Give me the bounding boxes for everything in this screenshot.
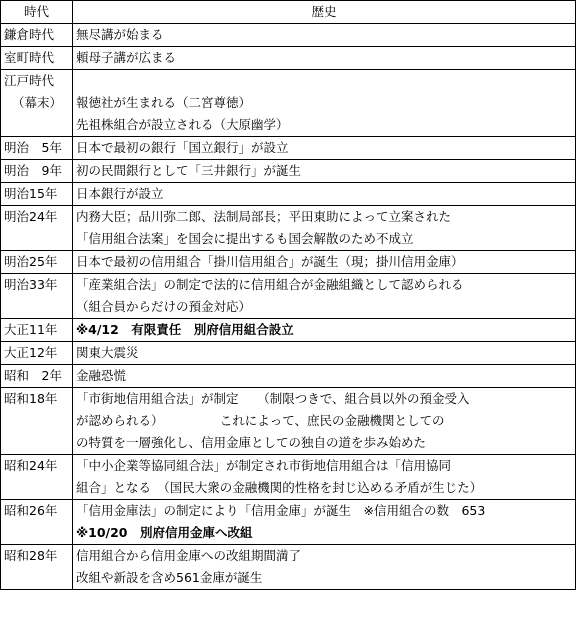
era-cell <box>1 365 73 388</box>
history-text: が認められる） これによって、庶民の金融機関としての <box>76 413 445 428</box>
history-cell <box>73 545 576 590</box>
era-column-header: 時代 <box>1 1 73 24</box>
history-text: 「市街地信用組合法」が制定 （制限つきで、組合員以外の預金受入 <box>76 391 470 406</box>
table-row <box>1 160 576 183</box>
history-text: 信用組合から信用金庫への改組期間満了 <box>76 548 302 563</box>
history-text: の特質を一層強化し、信用金庫としての独自の道を歩み始めた <box>76 435 427 450</box>
era-cell <box>1 183 73 206</box>
history-cell <box>73 47 576 70</box>
era-label: 明治33年 <box>4 277 58 292</box>
era-label: 明治24年 <box>4 209 58 224</box>
history-text: （組合員からだけの預金対応） <box>76 299 252 314</box>
history-cell <box>73 365 576 388</box>
era-cell <box>1 545 73 590</box>
era-cell <box>1 137 73 160</box>
table-row <box>1 47 576 70</box>
table-row <box>1 500 576 545</box>
era-label: 昭和18年 <box>4 391 58 406</box>
era-cell <box>1 274 73 319</box>
history-cell <box>73 160 576 183</box>
history-text: 初の民間銀行として「三井銀行」が誕生 <box>76 163 302 178</box>
history-cell <box>73 70 576 137</box>
history-text: 日本銀行が設立 <box>76 186 164 201</box>
era-label: 昭和26年 <box>4 503 58 518</box>
era-label: 室町時代 <box>4 50 55 65</box>
table-row <box>1 342 576 365</box>
history-text: 金融恐慌 <box>76 368 127 383</box>
history-cell <box>73 137 576 160</box>
history-text: 内務大臣；品川弥二郎、法制局部長；平田東助によって立案された <box>76 209 452 224</box>
era-label: 大正11年 <box>4 322 58 337</box>
history-text: ※4/12 有限責任 別府信用組合設立 <box>76 322 294 337</box>
era-cell <box>1 251 73 274</box>
history-text: 日本で最初の信用組合「掛川信用組合」が誕生（現；掛川信用金庫） <box>76 254 464 269</box>
era-cell <box>1 47 73 70</box>
history-text: 頼母子講が広まる <box>76 50 177 65</box>
era-cell <box>1 160 73 183</box>
era-cell <box>1 388 73 455</box>
era-cell <box>1 70 73 137</box>
era-label: 江戸時代 <box>4 73 55 88</box>
history-cell <box>73 388 576 455</box>
table-row <box>1 251 576 274</box>
history-cell <box>73 500 576 545</box>
history-cell <box>73 24 576 47</box>
history-text <box>76 70 572 92</box>
table-row <box>1 319 576 342</box>
era-label: 明治 5年 <box>4 140 62 155</box>
history-text: 無尽講が始まる <box>76 27 164 42</box>
era-label: 鎌倉時代 <box>4 27 55 42</box>
history-text: 「産業組合法」の制定で法的に信用組合が金融組織として認められる <box>76 277 464 292</box>
history-text: 「信用組合法案」を国会に提出するも国会解散のため不成立 <box>76 231 414 246</box>
history-text: 日本で最初の銀行「国立銀行」が設立 <box>76 140 289 155</box>
era-label: （幕末） <box>12 95 63 110</box>
era-label: 昭和24年 <box>4 458 58 473</box>
history-cell <box>73 319 576 342</box>
table-row <box>1 206 576 251</box>
history-cell <box>73 183 576 206</box>
history-cell <box>73 274 576 319</box>
era-label: 明治25年 <box>4 254 58 269</box>
era-cell <box>1 206 73 251</box>
table-row <box>1 24 576 47</box>
history-cell <box>73 455 576 500</box>
history-text: 「中小企業等協同組合法」が制定され市街地信用組合は「信用協同 <box>76 458 452 473</box>
era-cell <box>1 455 73 500</box>
era-cell <box>1 319 73 342</box>
table-row <box>1 388 576 455</box>
era-cell <box>1 342 73 365</box>
table-body <box>1 24 576 590</box>
era-label: 昭和28年 <box>4 548 58 563</box>
history-text: 報徳社が生まれる（二宮尊徳） <box>76 95 252 110</box>
table-row <box>1 274 576 319</box>
history-text: 「信用金庫法」の制定により「信用金庫」が誕生 ※信用組合の数 653 <box>76 503 486 518</box>
table-row <box>1 137 576 160</box>
history-text: ※10/20 別府信用金庫へ改組 <box>76 525 253 540</box>
table-row <box>1 365 576 388</box>
table-row <box>1 70 576 137</box>
era-cell <box>1 500 73 545</box>
header-row <box>1 1 576 24</box>
history-text: 先祖株組合が設立される（大原幽学） <box>76 117 289 132</box>
era-label: 昭和 2年 <box>4 368 62 383</box>
history-text: 関東大震災 <box>76 345 139 360</box>
history-text: 組合」となる （国民大衆の金融機関的性格を封じ込める矛盾が生じた） <box>76 480 483 495</box>
history-column-header: 歴史 <box>73 1 576 24</box>
history-cell <box>73 342 576 365</box>
table-row <box>1 183 576 206</box>
history-cell <box>73 206 576 251</box>
era-label: 大正12年 <box>4 345 58 360</box>
era-cell <box>1 24 73 47</box>
history-cell <box>73 251 576 274</box>
table-row <box>1 455 576 500</box>
era-label: 明治 9年 <box>4 163 62 178</box>
era-label: 明治15年 <box>4 186 58 201</box>
table-row <box>1 545 576 590</box>
history-text: 改組や新設を含め561金庫が誕生 <box>76 570 263 585</box>
